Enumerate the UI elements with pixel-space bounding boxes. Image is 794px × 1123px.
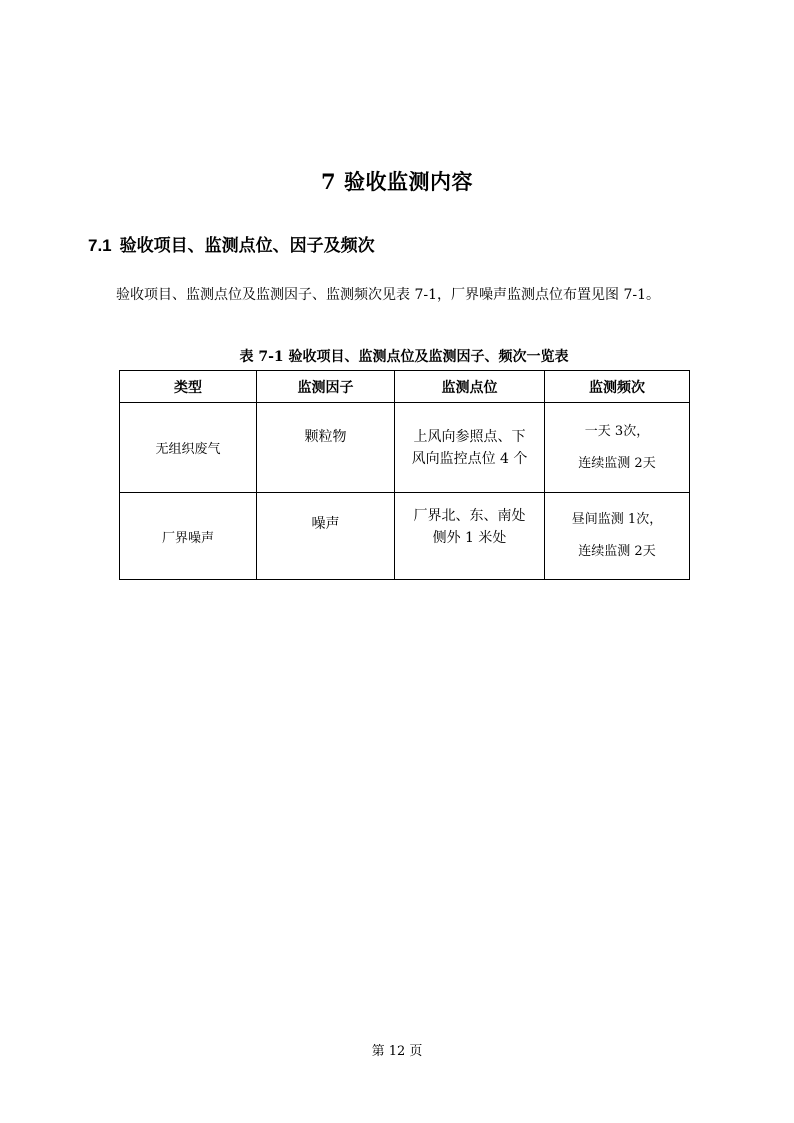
cell-factor: 噪声 [257, 493, 395, 580]
monitoring-table [119, 370, 690, 580]
table-row [120, 403, 690, 493]
header-type: 类型 [120, 371, 257, 403]
chapter-title: 7 验收监测内容 [321, 169, 473, 194]
section-heading [88, 234, 375, 258]
body-paragraph: 验收项目、监测点位及监测因子、监测频次见表 7-1，厂界噪声监测点位布置见图 7-1。 [116, 287, 660, 303]
location-line: 厂界北、东、南处 [413, 508, 526, 524]
page-number: 第 12 页 [371, 1044, 423, 1059]
cell-location [395, 493, 545, 580]
frequency-line: 一天 3次， [584, 423, 650, 439]
table-caption: 表 7-1 验收项目、监测点位及监测因子、频次一览表 [239, 349, 569, 365]
frequency-line: 连续监测 2天 [578, 455, 656, 471]
location-line: 侧外 1 米处 [432, 530, 507, 546]
cell-type: 无组织废气 [120, 403, 257, 493]
frequency-line: 昼间监测 1次， [571, 512, 663, 527]
cell-factor: 颗粒物 [257, 403, 395, 493]
frequency-line: 连续监测 2天 [578, 544, 656, 559]
header-frequency: 监测频次 [545, 371, 690, 403]
location-line: 风向监控点位 4 个 [411, 450, 528, 467]
section-number: 7.1 [88, 236, 112, 255]
cell-frequency [545, 403, 690, 493]
table-row [120, 493, 690, 580]
section-title: 验收项目、监测点位、因子及频次 [119, 236, 375, 256]
cell-frequency [545, 493, 690, 580]
location-line: 上风向参照点、下 [413, 428, 526, 445]
header-location: 监测点位 [395, 371, 545, 403]
cell-type: 厂界噪声 [120, 493, 257, 580]
cell-location [395, 403, 545, 493]
header-factor: 监测因子 [257, 371, 395, 403]
table-header-row [120, 371, 690, 403]
